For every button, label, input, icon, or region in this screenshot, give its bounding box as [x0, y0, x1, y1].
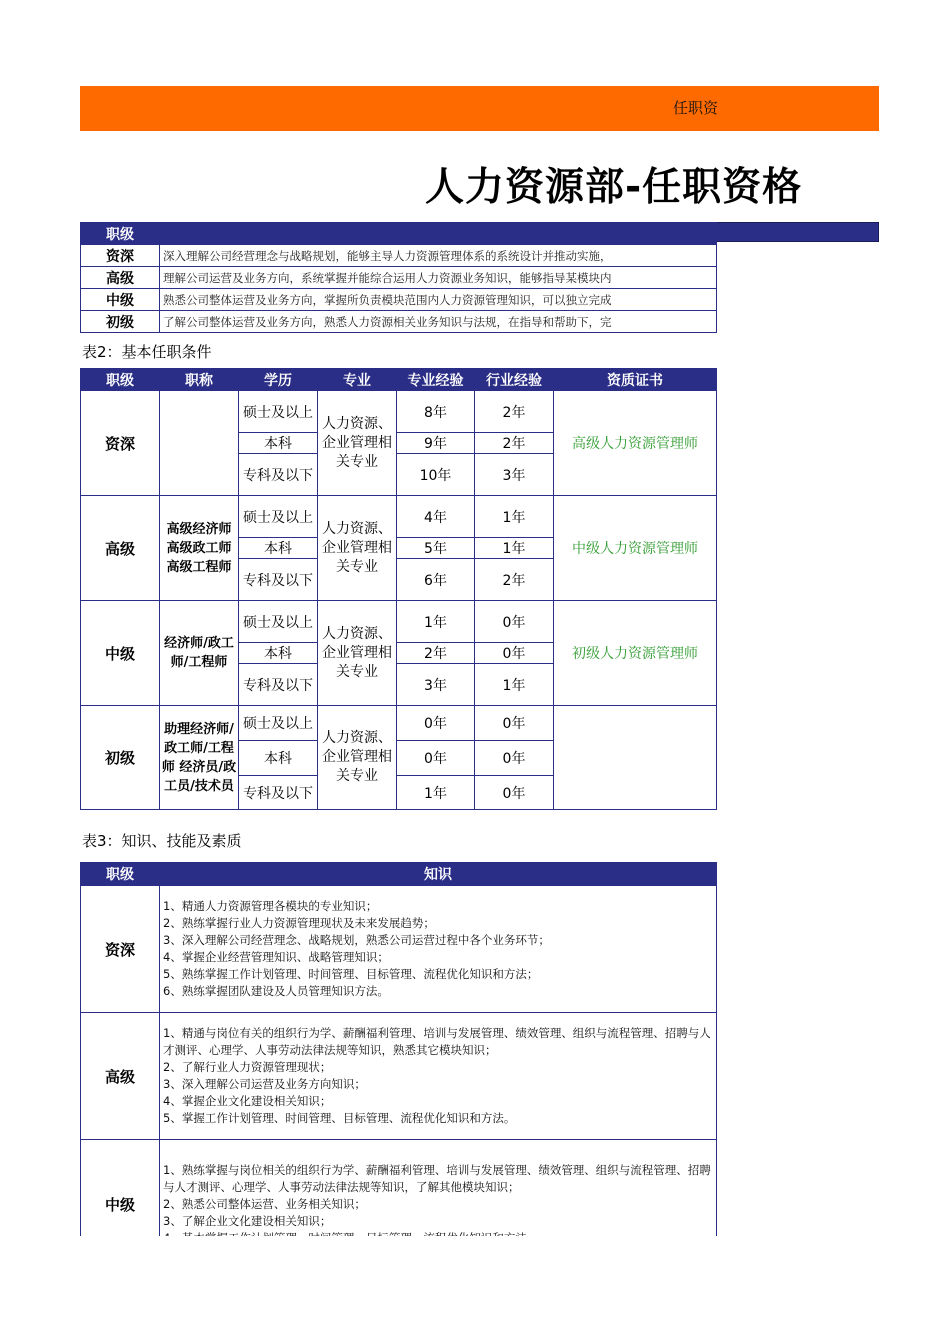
education-cell: 专科及以下 [239, 559, 318, 601]
level-desc: 熟悉公司整体运营及业务方向，掌握所负责模块范围内人力资源管理知识，可以独立完成 [160, 289, 717, 311]
level-cell: 初级 [81, 706, 160, 810]
banner-text: 任职资 [673, 99, 719, 117]
pro-exp-cell: 9年 [397, 433, 475, 454]
level-cell: 资深 [81, 886, 160, 1013]
ind-exp-cell: 0年 [475, 601, 554, 643]
level-cell: 中级 [81, 601, 160, 706]
title-cell: 高级经济师 高级政工师 高级工程师 [160, 496, 239, 601]
table-row [81, 245, 717, 267]
knowledge-item: 6、熟练掌握团队建设及人员管理知识方法。 [163, 984, 389, 998]
pro-exp-cell: 10年 [397, 454, 475, 496]
header-pro-exp: 专业经验 [397, 369, 475, 391]
header-education: 学历 [239, 369, 318, 391]
table-row [81, 289, 717, 311]
header-ind-exp: 行业经验 [475, 369, 554, 391]
cert-cell: 高级人力资源管理师 [554, 391, 717, 496]
table2-label: 表2：基本任职条件 [82, 343, 212, 361]
level-cell: 高级 [81, 1013, 160, 1140]
pro-exp-cell: 6年 [397, 559, 475, 601]
knowledge-item: 4、掌握企业经营管理知识、战略管理知识； [163, 950, 389, 964]
pro-exp-cell: 8年 [397, 391, 475, 433]
table1-header-desc [160, 223, 717, 245]
education-cell: 硕士及以上 [239, 391, 318, 433]
knowledge-item: 3、深入理解公司运营及业务方向知识； [163, 1077, 366, 1091]
cert-cell [554, 706, 717, 810]
level-description-table [80, 222, 717, 333]
pro-exp-cell: 4年 [397, 496, 475, 538]
education-cell: 本科 [239, 538, 318, 559]
page-bottom-mask [0, 1236, 950, 1344]
cert-cell: 中级人力资源管理师 [554, 496, 717, 601]
pro-exp-cell: 1年 [397, 601, 475, 643]
title-cell: 经济师/政工师/工程师 [160, 601, 239, 706]
ind-exp-cell: 0年 [475, 643, 554, 664]
level-cell: 高级 [81, 496, 160, 601]
basic-requirements-table [80, 368, 717, 810]
knowledge-item: 1、熟练掌握与岗位相关的组织行为学、薪酬福利管理、培训与发展管理、绩效管理、组织与流程管理、招聘与人才测评、心理学、人事劳动法律法规等知识，了解其他模块知识； [163, 1163, 711, 1194]
knowledge-item: 3、深入理解公司经营理念、战略规划，熟悉公司运营过程中各个业务环节； [163, 933, 550, 947]
title-cell [160, 391, 239, 496]
ind-exp-cell: 2年 [475, 559, 554, 601]
knowledge-item: 2、熟练掌握行业人力资源管理现状及未来发展趋势； [163, 916, 435, 930]
education-cell: 专科及以下 [239, 776, 318, 810]
knowledge-item: 5、掌握工作计划管理、时间管理、目标管理、流程优化知识和方法。 [163, 1111, 516, 1125]
ind-exp-cell: 1年 [475, 664, 554, 706]
level-cell: 中级 [81, 1140, 160, 1270]
level-desc: 深入理解公司经营理念与战略规划，能够主导人力资源管理体系的系统设计并推动实施， [160, 245, 717, 267]
pro-exp-cell: 0年 [397, 706, 475, 741]
education-cell: 专科及以下 [239, 454, 318, 496]
table-row [81, 886, 717, 1013]
header-level: 职级 [81, 369, 160, 391]
ind-exp-cell: 0年 [475, 741, 554, 776]
header-major: 专业 [318, 369, 397, 391]
knowledge-item: 2、了解行业人力资源管理现状； [163, 1060, 332, 1074]
header-title: 职称 [160, 369, 239, 391]
header-knowledge: 知识 [160, 863, 717, 886]
table1-header-level: 职级 [81, 223, 160, 245]
education-cell: 本科 [239, 433, 318, 454]
major-cell: 人力资源、企业管理相关专业 [318, 391, 397, 496]
cert-cell: 初级人力资源管理师 [554, 601, 717, 706]
pro-exp-cell: 5年 [397, 538, 475, 559]
page-title: 人力资源部-任职资格 [425, 165, 803, 210]
title-cell: 助理经济师/政工师/工程师 经济员/政工员/技术员 [160, 706, 239, 810]
ind-exp-cell: 1年 [475, 496, 554, 538]
knowledge-item: 5、熟练掌握工作计划管理、时间管理、目标管理、流程优化知识和方法； [163, 967, 539, 981]
education-cell: 硕士及以上 [239, 496, 318, 538]
knowledge-item: 4、掌握企业文化建设相关知识； [163, 1094, 332, 1108]
level-desc: 了解公司整体运营及业务方向，熟悉人力资源相关业务知识与法规，在指导和帮助下，完 [160, 311, 717, 333]
major-cell: 人力资源、企业管理相关专业 [318, 706, 397, 810]
table-row [81, 1013, 717, 1140]
level-cell: 中级 [81, 289, 160, 311]
table-row [81, 267, 717, 289]
ind-exp-cell: 3年 [475, 454, 554, 496]
ind-exp-cell: 2年 [475, 433, 554, 454]
level-desc: 理解公司运营及业务方向，系统掌握并能综合运用人力资源业务知识，能够指导某模块内 [160, 267, 717, 289]
ind-exp-cell: 1年 [475, 538, 554, 559]
knowledge-table [80, 862, 717, 1270]
pro-exp-cell: 2年 [397, 643, 475, 664]
major-cell: 人力资源、企业管理相关专业 [318, 601, 397, 706]
table-row [81, 311, 717, 333]
header-banner [80, 86, 879, 131]
education-cell: 本科 [239, 741, 318, 776]
level-cell: 资深 [81, 245, 160, 267]
ind-exp-cell: 2年 [475, 391, 554, 433]
knowledge-item: 2、熟悉公司整体运营、业务相关知识； [163, 1197, 366, 1211]
pro-exp-cell: 1年 [397, 776, 475, 810]
education-cell: 硕士及以上 [239, 706, 318, 741]
knowledge-cell [160, 886, 717, 1013]
knowledge-item: 1、精通与岗位有关的组织行为学、薪酬福利管理、培训与发展管理、绩效管理、组织与流程管理、招聘与人才测评、心理学、人事劳动法律法规等知识，熟悉其它模块知识； [163, 1026, 711, 1057]
header-cert: 资质证书 [554, 369, 717, 391]
education-cell: 专科及以下 [239, 664, 318, 706]
ind-exp-cell: 0年 [475, 706, 554, 741]
knowledge-item: 1、精通人力资源管理各模块的专业知识； [163, 899, 378, 913]
pro-exp-cell: 3年 [397, 664, 475, 706]
header-level: 职级 [81, 863, 160, 886]
major-cell: 人力资源、企业管理相关专业 [318, 496, 397, 601]
education-cell: 本科 [239, 643, 318, 664]
pro-exp-cell: 0年 [397, 741, 475, 776]
level-cell: 资深 [81, 391, 160, 496]
level-cell: 初级 [81, 311, 160, 333]
knowledge-item: 3、了解企业文化建设相关知识； [163, 1214, 332, 1228]
education-cell: 硕士及以上 [239, 601, 318, 643]
title-area [80, 150, 803, 220]
level-cell: 高级 [81, 267, 160, 289]
knowledge-cell [160, 1013, 717, 1140]
table3-label: 表3：知识、技能及素质 [82, 832, 242, 850]
ind-exp-cell: 0年 [475, 776, 554, 810]
